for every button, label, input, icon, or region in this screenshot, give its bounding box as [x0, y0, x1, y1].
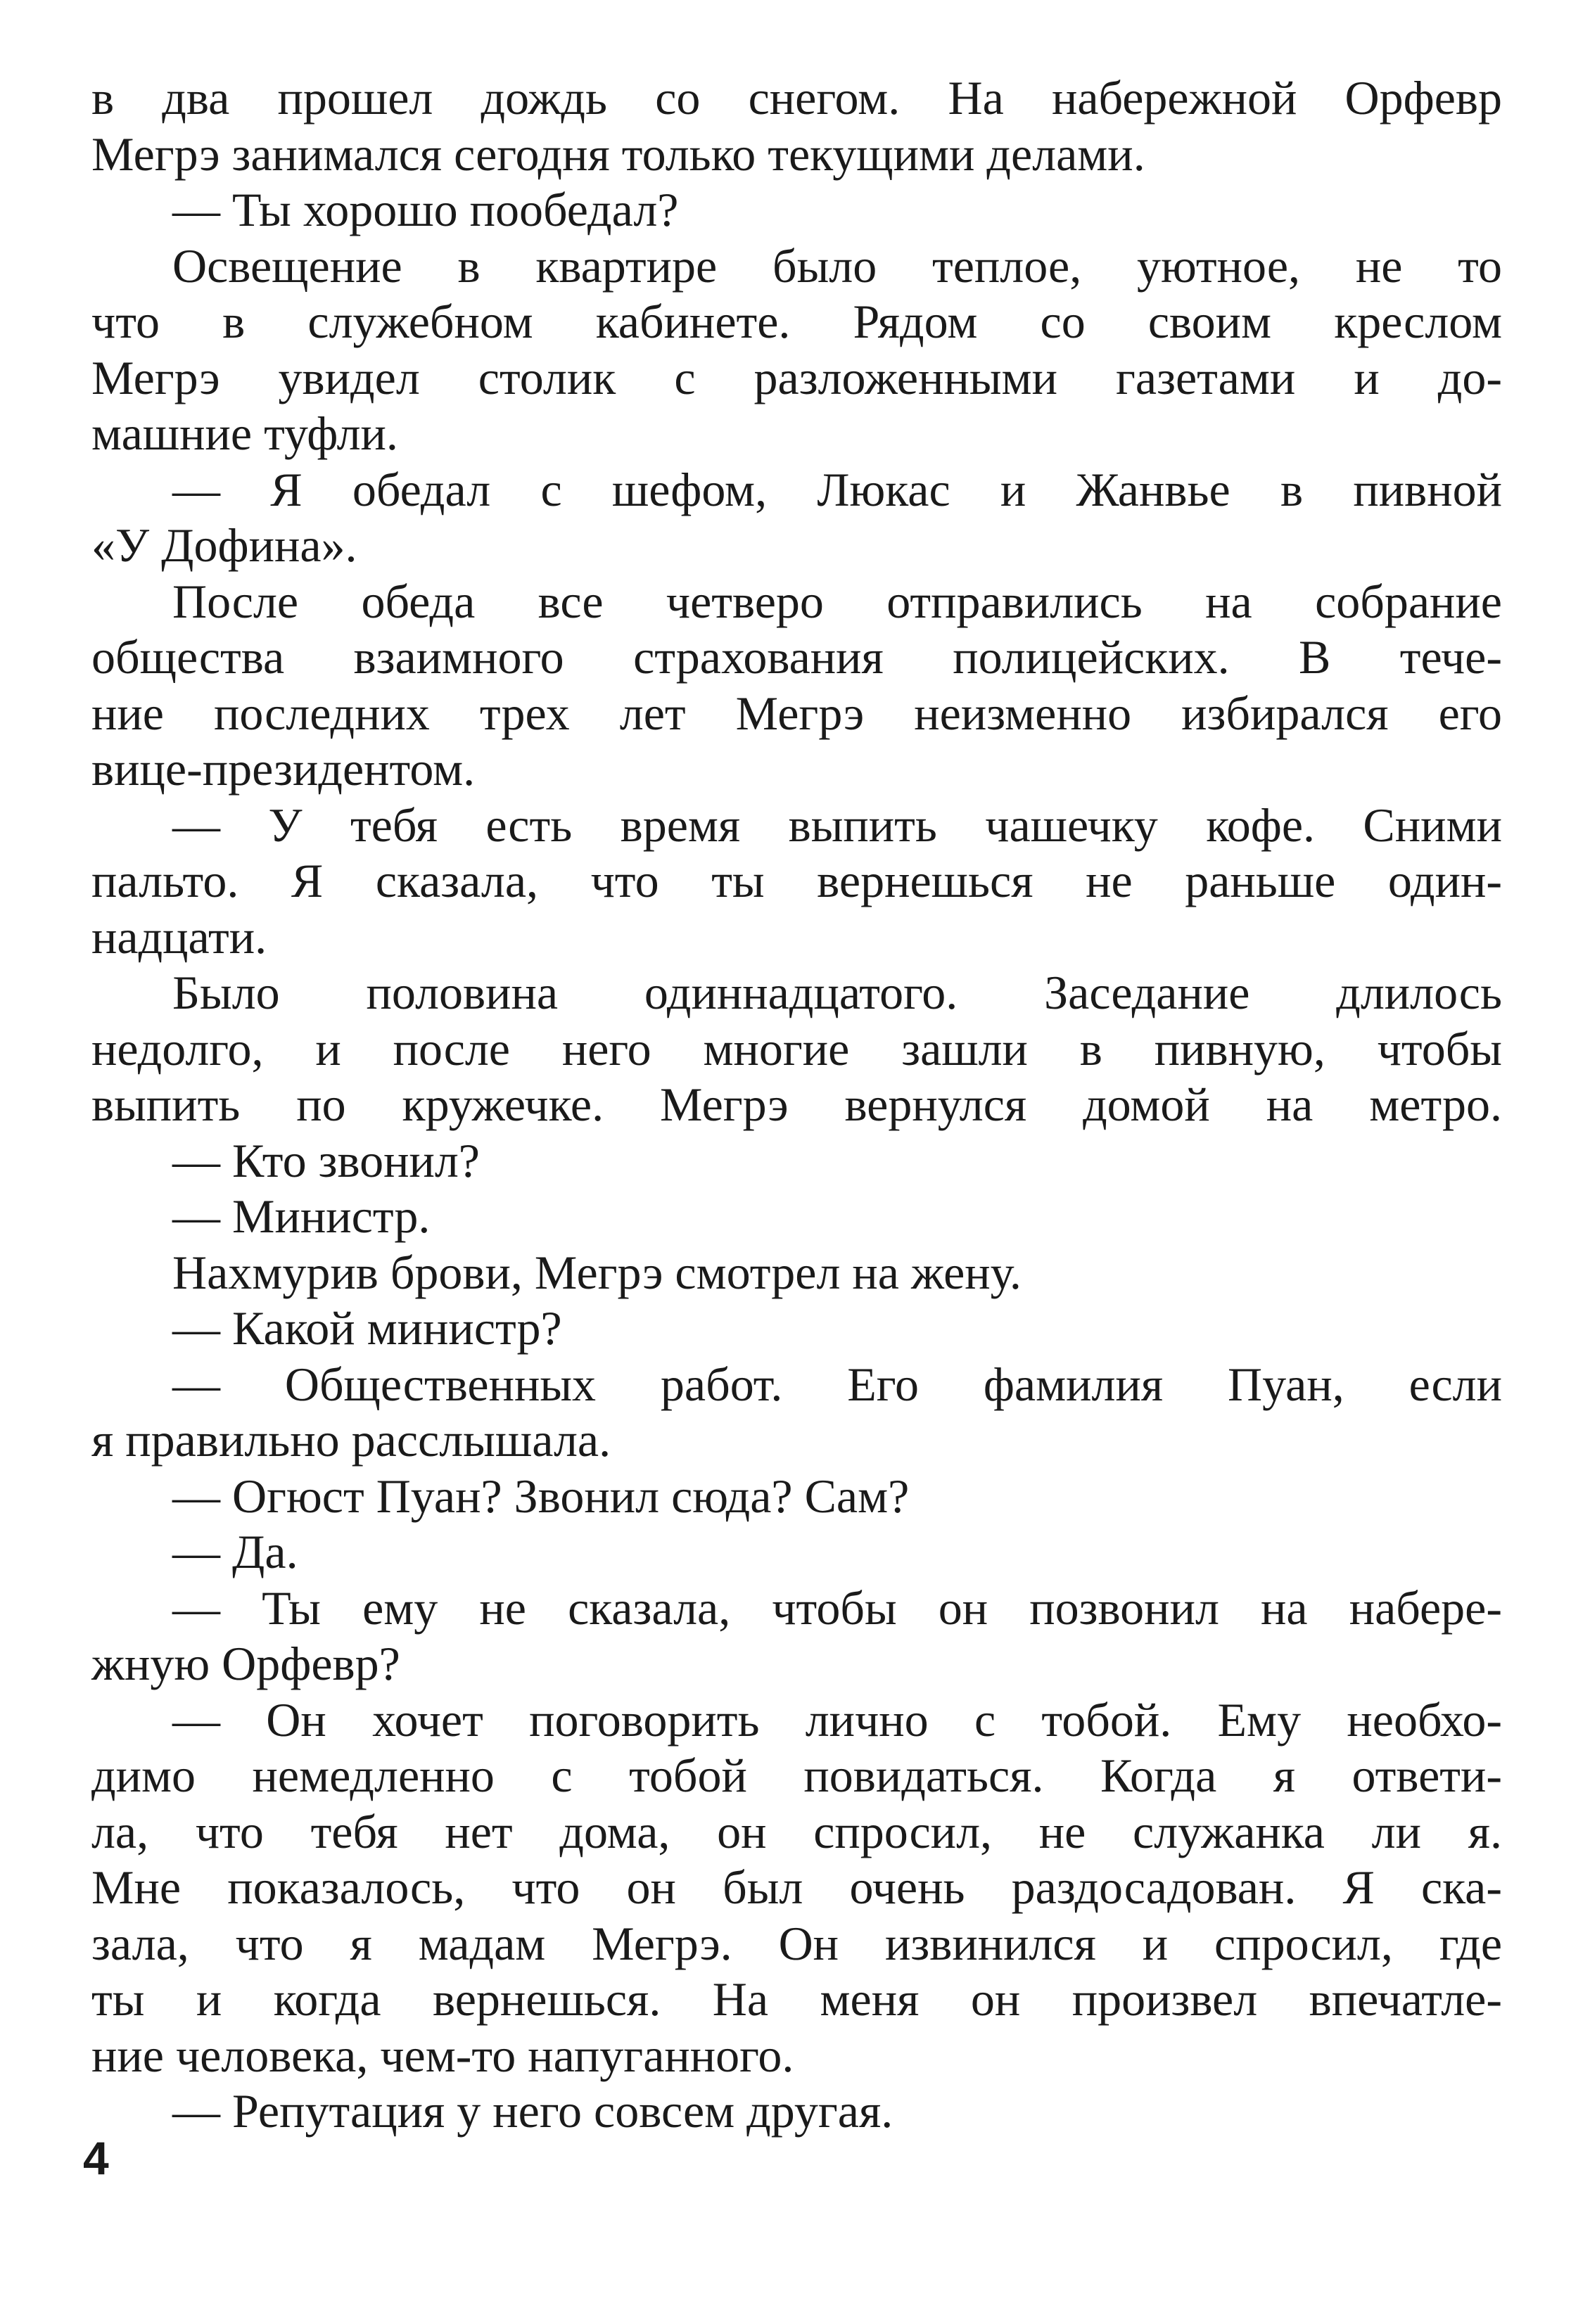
text-line: что в служебном кабинете. Рядом со своим креслом	[91, 295, 1502, 348]
page-number: 4	[83, 2132, 109, 2184]
text-line: — Ты ему не сказала, чтобы он позвонил на набере-	[172, 1581, 1502, 1635]
text-line: — Он хочет поговорить лично с тобой. Ему необхо-	[172, 1692, 1502, 1747]
text-line: Мегрэ занимался сегодня только текущими делами.	[91, 127, 1145, 181]
text-line: — Ты хорошо пообедал?	[172, 183, 679, 236]
text-line: — Какой министр?	[172, 1301, 562, 1355]
text-line: зала, что я мадам Мегрэ. Он извинился и спросил, где	[91, 1916, 1502, 1970]
text-line: Нахмурив брови, Мегрэ смотрел на жену.	[172, 1245, 1022, 1299]
text-line: ние последних трех лет Мегрэ неизменно избирался его	[91, 686, 1502, 740]
text-line: димо немедленно с тобой повидаться. Когда я ответи-	[91, 1749, 1502, 1802]
text-line: — Репутация у него совсем другая.	[172, 2084, 893, 2138]
text-line: Было половина одиннадцатого. Заседание длилось	[172, 966, 1502, 1019]
text-line: я правильно расслышала.	[91, 1413, 611, 1467]
text-line: пальто. Я сказала, что ты вернешься не раньше один-	[91, 854, 1502, 907]
text-line: Мегрэ увидел столик с разложенными газетами и до-	[91, 350, 1502, 404]
text-line: машние туфли.	[91, 407, 398, 460]
text-line: — Огюст Пуан? Звонил сюда? Сам?	[172, 1469, 910, 1523]
text-line: После обеда все четверо отправились на собрание	[172, 574, 1502, 628]
text-line: — Кто звонил?	[172, 1133, 480, 1187]
text-line: ние человека, чем-то напуганного.	[91, 2028, 794, 2082]
text-line: выпить по кружечке. Мегрэ вернулся домой на метро.	[91, 1078, 1502, 1131]
text-line: — Министр.	[172, 1189, 431, 1243]
text-line: Мне показалось, что он был очень раздосадован. Я ска-	[91, 1860, 1502, 1914]
text-line: Освещение в квартире было теплое, уютное, не то	[172, 238, 1502, 293]
page-text-column	[91, 70, 1502, 2140]
text-line: — Да.	[172, 1525, 298, 1578]
text-line: «У Дофина».	[91, 518, 357, 572]
text-line: — Общественных работ. Его фамилия Пуан, если	[172, 1357, 1502, 1411]
text-line: ла, что тебя нет дома, он спросил, не служанка ли я.	[91, 1804, 1502, 1858]
text-line: надцати.	[91, 909, 267, 964]
text-line: недолго, и после него многие зашли в пивную, чтобы	[91, 1021, 1502, 1075]
text-line: общества взаимного страхования полицейских. В тече-	[91, 630, 1502, 684]
text-line: — Я обедал с шефом, Люкас и Жанвье в пивной	[172, 462, 1502, 516]
text-line: вице-президентом.	[91, 742, 476, 796]
text-line: ты и когда вернешься. На меня он произвел впечатле-	[91, 1972, 1502, 2026]
text-line: жную Орфевр?	[91, 1637, 400, 1690]
text-line: в два прошел дождь со снегом. На набережной Орфевр	[91, 71, 1502, 124]
text-line: — У тебя есть время выпить чашечку кофе. Сними	[172, 798, 1502, 852]
